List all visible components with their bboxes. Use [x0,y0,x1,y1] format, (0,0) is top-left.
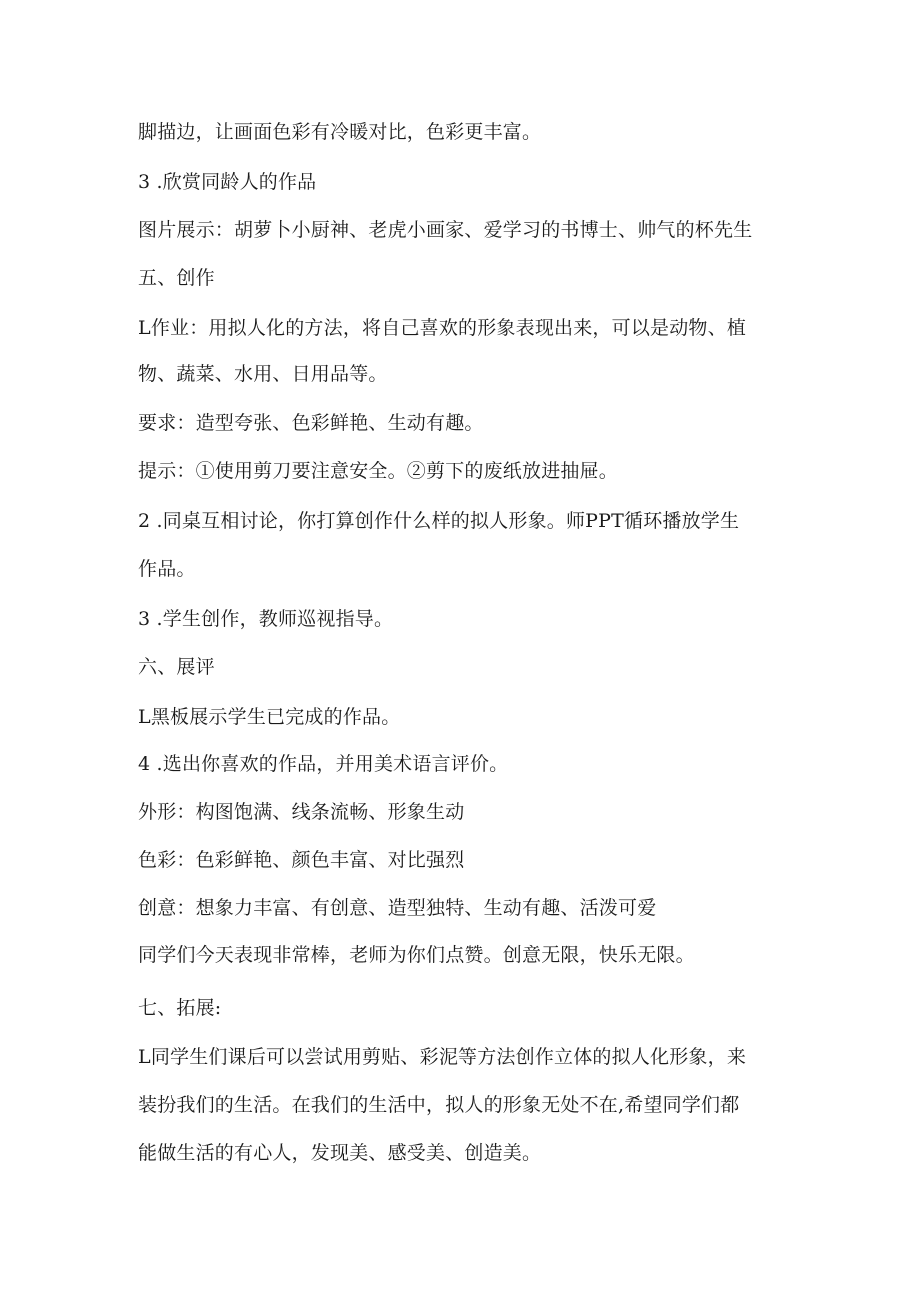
text-line-18: 同学们今天表现非常棒，老师为你们点赞。创意无限，快乐无限。 [138,944,695,966]
text-line-6: 物、蔬菜、水用、日用品等。 [138,363,388,385]
text-line-15: 外形：构图饱满、线条流畅、形象生动 [138,801,465,823]
text-line-11: 3 .学生创作，教师巡视指导。 [138,608,394,630]
text-line-10: 作品。 [138,558,196,580]
text-line-5: L作业：用拟人化的方法，将自己喜欢的形象表现出来，可以是动物、植 [138,317,747,339]
section-heading-6: 六、展评 [138,656,215,678]
section-heading-7: 七、拓展: [138,997,222,1019]
text-line-16: 色彩：色彩鲜艳、颜色丰富、对比强烈 [138,849,465,871]
text-line-8: 提示：①使用剪刀要注意安全。②剪下的废纸放进抽屉。 [138,460,619,482]
text-line-14: 4 .选出你喜欢的作品，并用美术语言评价。 [138,753,509,775]
text-line-9: 2 .同桌互相讨论，你打算创作什么样的拟人形象。师PPT循环播放学生 [138,510,740,532]
text-line-22: 能做生活的有心人，发现美、感受美、创造美。 [138,1142,542,1164]
text-line-17: 创意：想象力丰富、有创意、造型独特、生动有趣、活泼可爱 [138,897,657,919]
text-line-7: 要求：造型夸张、色彩鲜艳、生动有趣。 [138,412,484,434]
text-line-3: 图片展示：胡萝卜小厨神、老虎小画家、爱学习的书博士、帅气的杯先生 [138,219,753,241]
text-line-21: 装扮我们的生活。在我们的生活中，拟人的形象无处不在,希望同学们都 [138,1094,740,1116]
text-line-2: 3 .欣赏同龄人的作品 [138,171,317,193]
section-heading-5: 五、创作 [138,267,215,289]
text-line-1: 脚描边，让画面色彩有冷暖对比，色彩更丰富。 [138,121,542,143]
text-line-13: L黑板展示学生已完成的作品。 [138,706,401,728]
text-line-20: L同学生们课后可以尝试用剪贴、彩泥等方法创作立体的拟人化形象，来 [138,1046,747,1068]
